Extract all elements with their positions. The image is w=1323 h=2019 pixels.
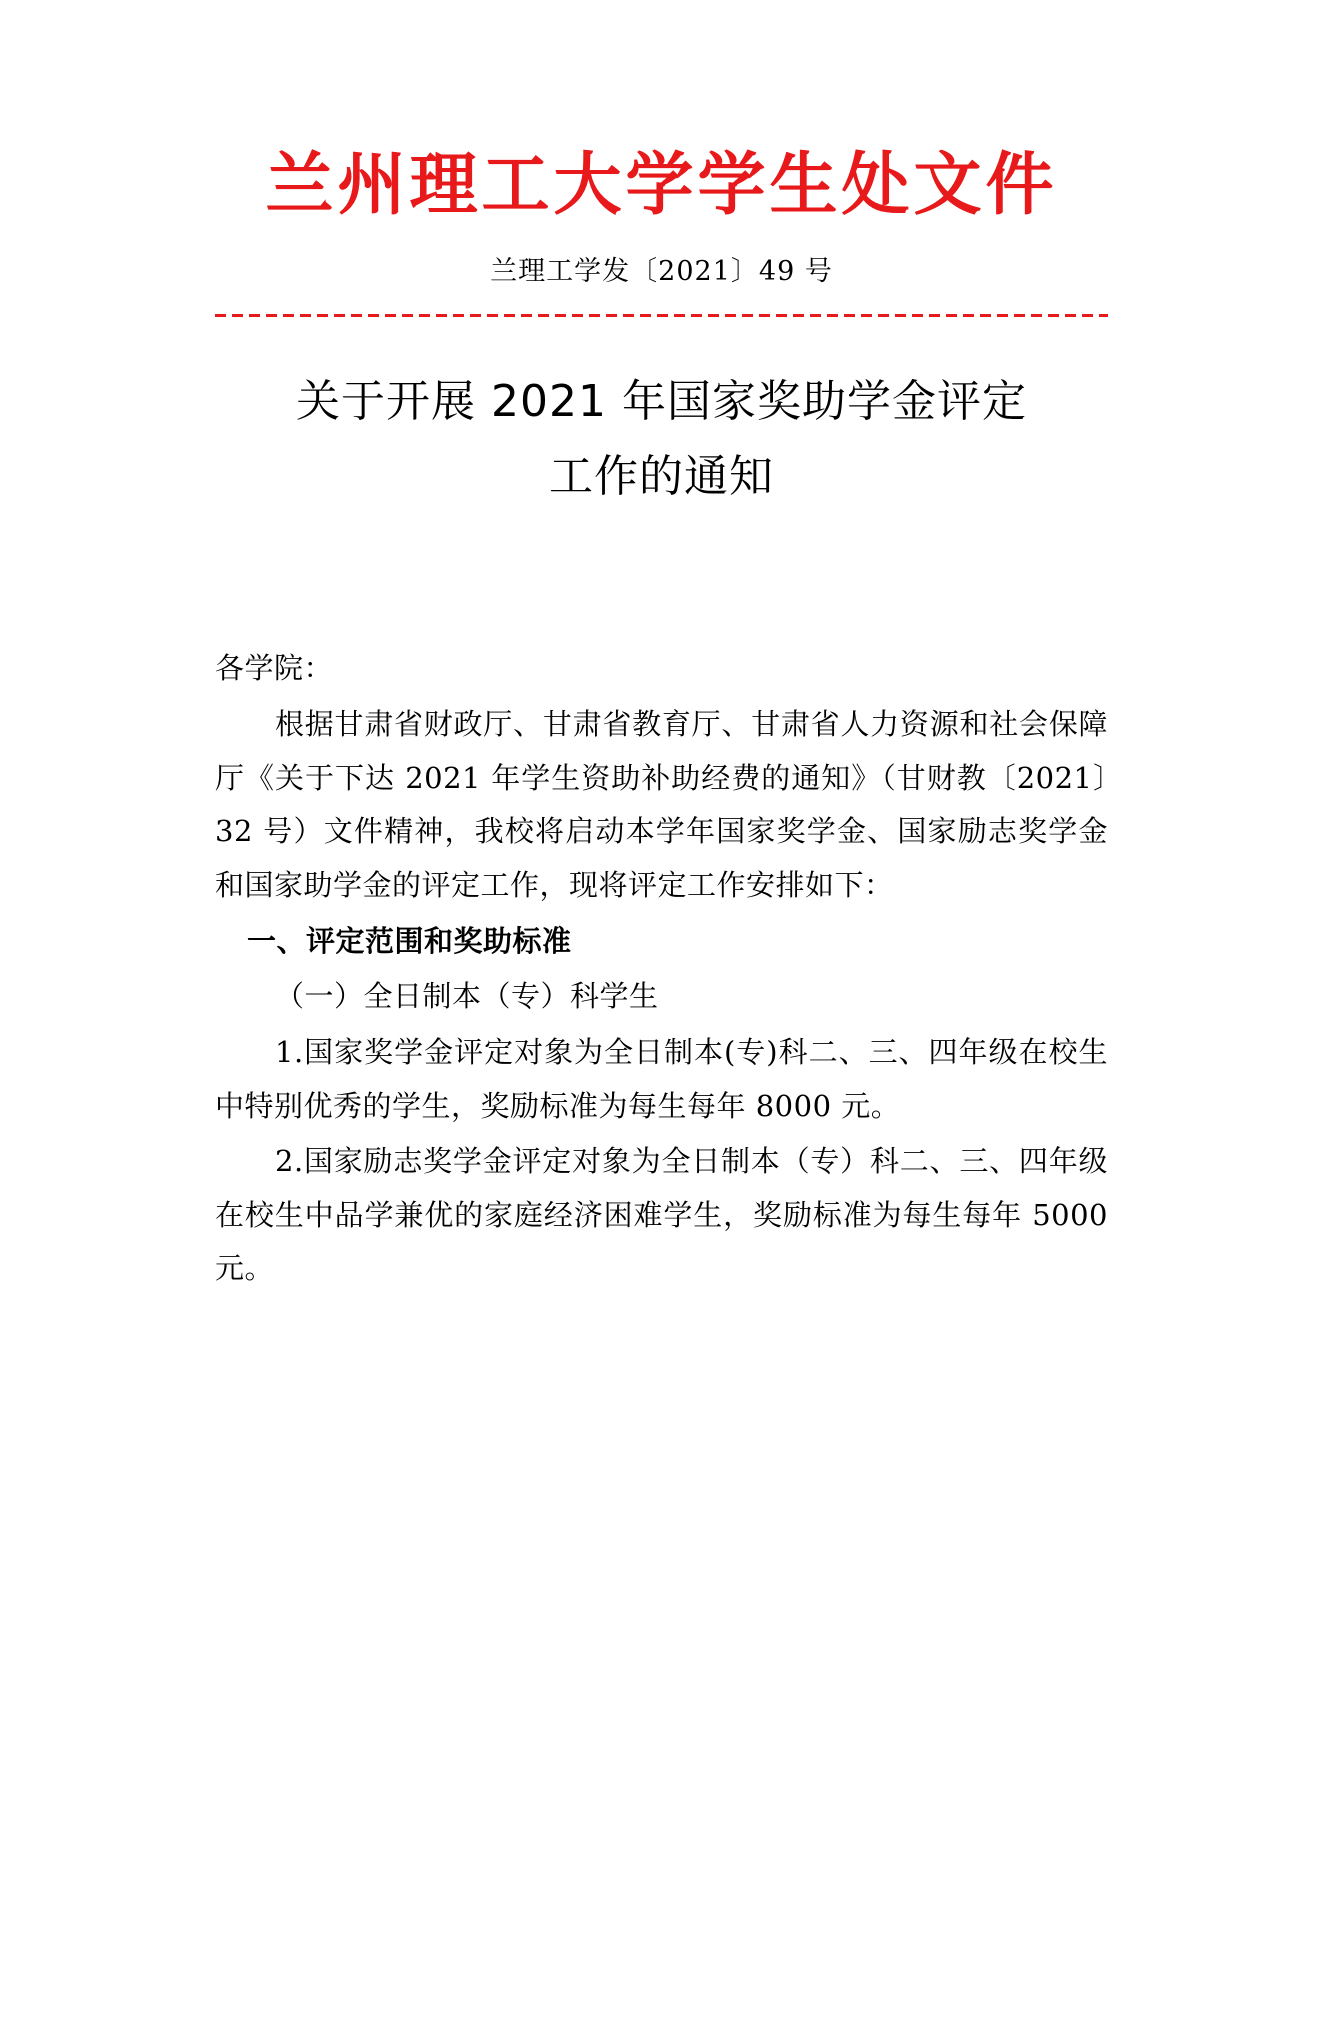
section-heading-1: 一、评定范围和奖助标准	[247, 923, 572, 958]
body-paragraph-1: 根据甘肃省财政厅、甘肃省教育厅、甘肃省人力资源和社会保障厅《关于下达 2021 年学生资助补助经费的通知》（甘财教〔2021〕32 号）文件精神，我校将启动本学年国家奖学金、国家励志奖学金和国家助学金的评定工作，现将评定工作安排如下：	[215, 707, 1108, 902]
body-paragraph-2: 1.国家奖学金评定对象为全日制本(专)科二、三、四年级在校生中特别优秀的学生，奖励标准为每生每年 8000 元。	[215, 1034, 1108, 1123]
body-paragraph-3: 2.国家励志奖学金评定对象为全日制本（专）科二、三、四年级在校生中品学兼优的家庭经济困难学生，奖励标准为每生每年 5000 元。	[215, 1144, 1108, 1286]
red-divider-rule	[215, 314, 1108, 317]
document-body	[215, 642, 1108, 1296]
page-title	[215, 365, 1108, 515]
subsection-heading-1: （一）全日制本（专）科学生	[275, 979, 659, 1014]
document-page	[0, 145, 1323, 2019]
salutation: 各学院：	[215, 651, 334, 686]
document-org-title: 兰州理工大学学生处文件	[265, 145, 1058, 225]
page-title-line-2: 工作的通知	[549, 450, 774, 502]
page-title-line-1: 关于开展 2021 年国家奖助学金评定	[296, 375, 1027, 427]
document-number: 兰理工学发〔2021〕49 号	[490, 255, 833, 287]
